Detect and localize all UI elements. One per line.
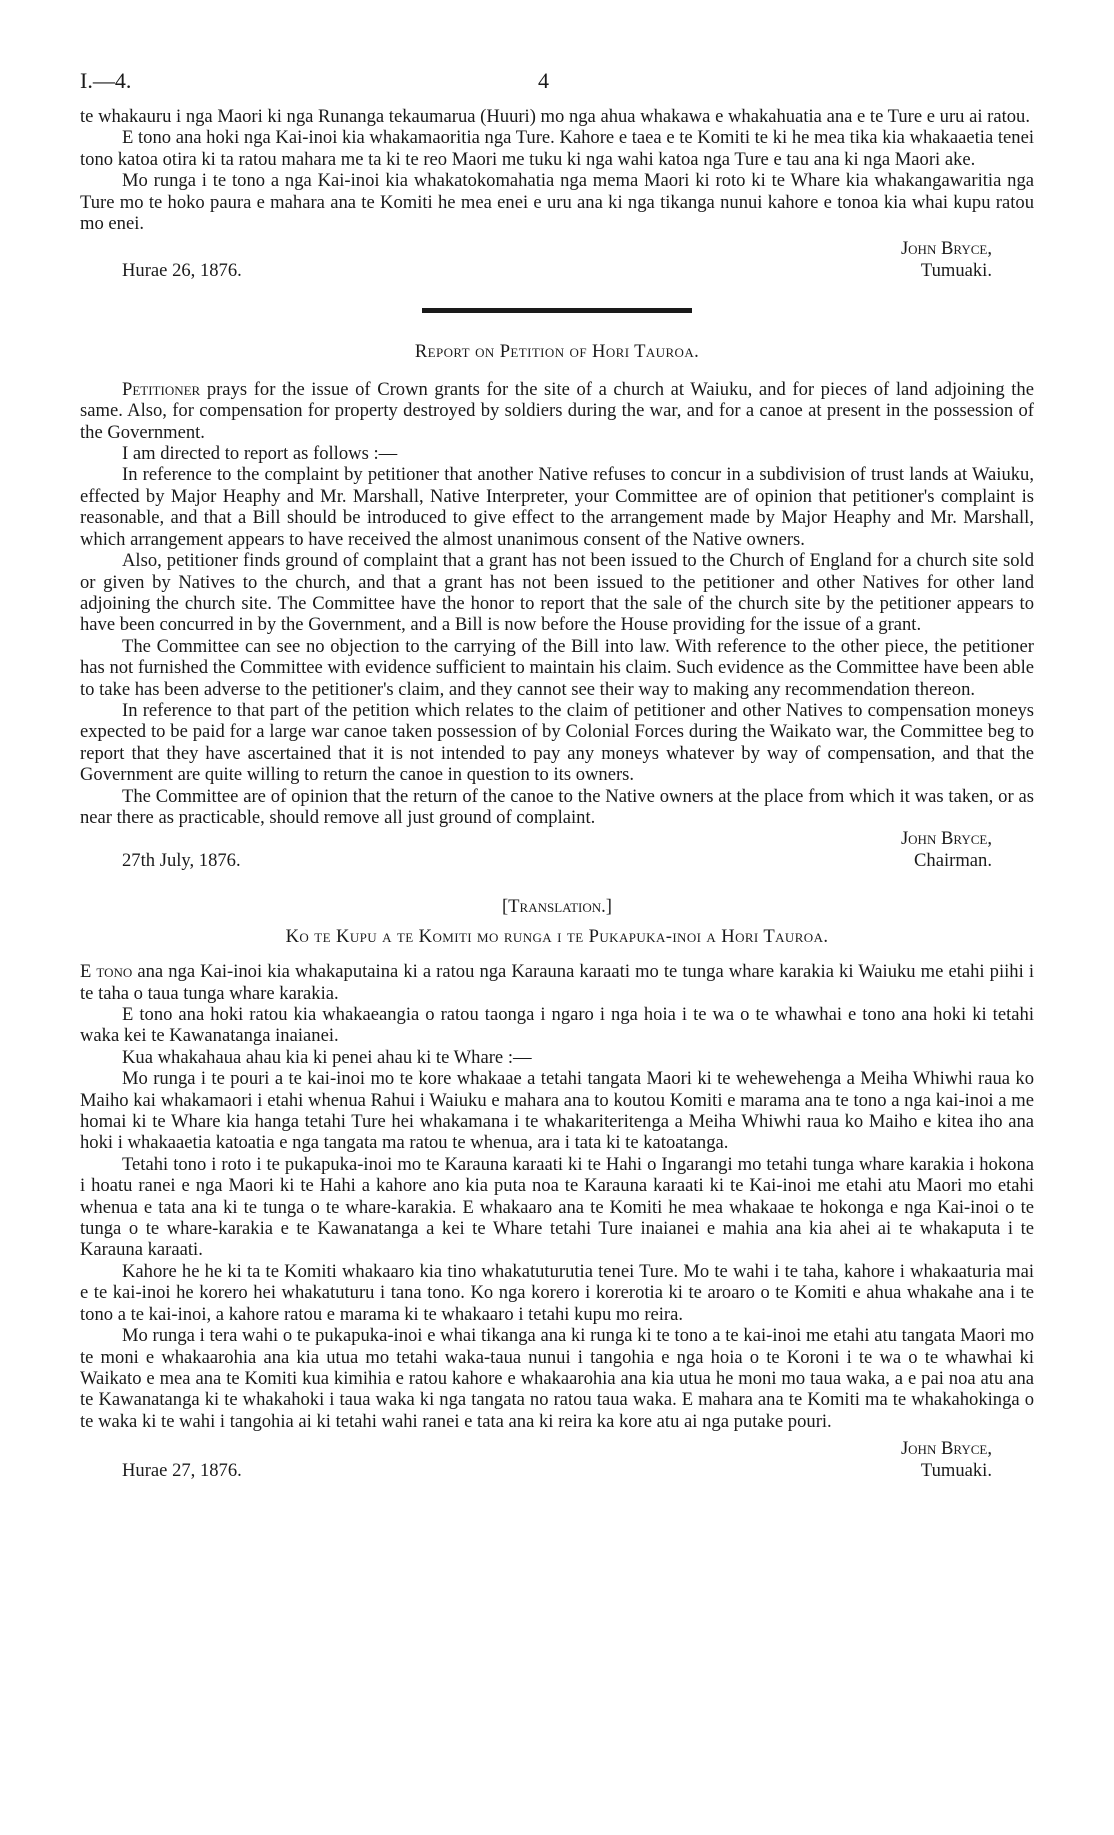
paragraph: In reference to that part of the petition which relates to the claim of petitioner and other Natives to compensation moneys expected to be paid for a large war canoe taken possession of by Colonial Forces during the Waikato war, the Committee beg to report that they have ascertained that it is not intended to pay any moneys whatever by way of compensation, and that the Government are quite willing to return the canoe in question to its owners. [80, 699, 1034, 786]
signatory-name: John Bryce, [900, 828, 992, 850]
page-number: 4 [538, 68, 549, 93]
maori-continuation-section [80, 106, 1034, 282]
signatory-role: Chairman. [914, 850, 992, 872]
paragraph: E tono ana hoki ratou kia whakaeangia o ratou taonga i ngaro i nga hoia i te wa o te whawhai e tono ana hoki ki tetahi waka kei te Kawanatanga inaianei. [80, 1004, 1034, 1047]
signature-date: Hurae 26, 1876. [122, 260, 242, 282]
signature-block [80, 238, 1034, 282]
paragraph: Mo runga i te tono a nga Kai-inoi kia whakatokomahatia nga mema Maori ki roto ki te Whare kia whakangawaritia nga Ture mo te hoko paura e mahara ana te Komiti he mea enei e uru ana ki nga tikanga nunui kahore e tonoa kia whai kupu ratou mo enei. [80, 170, 1034, 235]
translation-title: Ko te Kupu a te Komiti mo runga i te Pukapuka-inoi a Hori Tauroa. [285, 925, 829, 947]
paragraph: Kahore he he ki ta te Komiti whakaaro kia tino whakatuturutia tenei Ture. Mo te wahi i te taha, kahore i whakaaturia mai e te kai-inoi he korero hei whakatuturu i tana tono. Ko nga korero i korerotia ki te aroaro o te Komiti e ahua whakahe ana i te tono a te kai-inoi, a kahore ratou e marama ki te whakaaro i tetahi kupu mo reira. [80, 1260, 1034, 1325]
paragraph: I am directed to report as follows :— [122, 443, 398, 465]
translation-label: [Translation.] [501, 896, 612, 918]
paragraph: In reference to the complaint by petitioner that another Native refuses to concur in a subdivision of trust lands at Waiuku, effected by Major Heaphy and Mr. Marshall, Native Interpreter, your Committee are of opinion that petitioner's complaint is reasonable, and that a Bill should be introduced to give effect to the arrangement made by Major Heaphy and Mr. Marshall, which arrangement appears to have received the almost unanimous consent of the Native owners. [80, 464, 1034, 550]
lead-word: Petitioner [122, 378, 201, 400]
paragraph: Also, petitioner finds ground of complaint that a grant has not been issued to the Church of England for a church site sold or given by Natives to the church, and that a grant has not been issued to the petitioner and other Natives for other land adjoining the church site. The Committee have the honor to report that the sale of the church site by the petitioner appears to have been concurred in by the Government, and a Bill is now before the House providing for the issue of a grant. [80, 550, 1034, 636]
paragraph [80, 379, 1034, 443]
report-title: Report on Petition of Hori Tauroa. [414, 341, 700, 363]
translation-section [80, 896, 1034, 1482]
signature-block [80, 1438, 1034, 1482]
signatory-role: Tumuaki. [920, 260, 992, 282]
paper-reference: I.—4. [80, 68, 132, 93]
signature-date: Hurae 27, 1876. [122, 1460, 242, 1482]
paragraph: The Committee can see no objection to the carrying of the Bill into law. With reference to the other piece, the petitioner has not furnished the Committee with evidence sufficient to maintain his claim. Such evidence as the Committee have been able to take has been adverse to the petitioner's claim, and they cannot see their way to making any recommendation thereon. [80, 635, 1034, 700]
signature-date: 27th July, 1876. [122, 850, 241, 872]
paragraph [80, 961, 1034, 1004]
paragraph: Kua whakahaua ahau kia ki penei ahau ki te Whare :— [122, 1046, 532, 1068]
signatory-name: John Bryce, [900, 238, 992, 260]
signatory-role: Tumuaki. [920, 1460, 992, 1482]
paragraph: Tetahi tono i roto i te pukapuka-inoi mo te Karauna karaati ki te Hahi o Ingarangi mo tetahi tunga whare karakia i hokona i hoatu ranei e nga Maori ki te Hahi a kahore ano kia puta noa te Karauna karaati ki te Kai-inoi me etahi atu Maori mo etahi whenua e tata ana ki te tunga o te whare-karakia. E whakaaro ana te Komiti he mea whakaae te hokonga e nga Kai-inoi o te tunga o te whare-karakia e te Kawanatanga a kei te Whare tetahi Ture inaianei e mahia ana kia ahei ai te whakaputa i te Karauna karaati. [80, 1153, 1034, 1261]
paragraph: Mo runga i te pouri a te kai-inoi mo te kore whakaae a tetahi tangata Maori ki te wehewehenga a Meiha Whiwhi raua ko Maiho kai whakamaori i etahi whenua Rahui i Waiuku e mahara ana to koutou Komiti e marama ana te tono a nga kai-inoi a me homai ki te Whare kia hanga tetahi Ture hei whakamana i te whakariteritenga a Meiha Whiwhi raua ko Maiho e kitea iho ana hoki i whakaaetia katoatia e nga tangata ma ratou te whenua, ara i tata ki te katoatanga. [80, 1068, 1034, 1154]
signatory-name: John Bryce, [900, 1438, 992, 1460]
paragraph: The Committee are of opinion that the return of the canoe to the Native owners at the place from which it was taken, or as near there as practicable, should remove all just ground of complaint. [80, 785, 1034, 828]
page-header [80, 70, 1034, 106]
section-divider [422, 308, 692, 313]
report-section [80, 341, 1034, 872]
paragraph-text: prays for the issue of Crown grants for the site of a church at Waiuku, and for pieces of land adjoining the same. Also, for compensation for property destroyed by soldiers during the war, and for a canoe at present in the possession of the Government. [80, 378, 1034, 443]
lead-word: E tono [80, 961, 133, 983]
paragraph: E tono ana hoki nga Kai-inoi kia whakamaoritia nga Ture. Kahore e taea e te Komiti te ki he mea tika kia whakaaetia tenei tono katoa otira ki ta ratou mahara me ta ki te reo Maori me tuku ki nga wahi katoa nga Ture e tau ana ki nga Maori ake. [80, 127, 1034, 170]
paragraph: te whakauru i nga Maori ki nga Runanga tekaumarua (Huuri) mo nga ahua whakawa e whakahuatia ana e te Ture e uru ai ratou. [80, 106, 1031, 127]
paragraph: Mo runga i tera wahi o te pukapuka-inoi e whai tikanga ana ki runga ki te tono a te kai-inoi me etahi atu tangata Maori mo te moni e whakaarohia ana kia utua mo tetahi waka-taua nunui i tangohia e nga hoia o te Koroni i te wa o te whawhai ki Waikato e mea ana te Komiti kua kimihia e ratou kahore e whakaarohia ana kia utua he moni mo taua waka, a e pai noa atu ana te Kawanatanga ki te whakahoki i taua waka ki nga tangata no ratou taua waka. E mahara ana te Komiti ma te whakahokinga o te waka ki te wahi i tangohia ai ki tetahi wahi ranei e tata ana ki reira ka kore atu ai nga putake pouri. [80, 1325, 1034, 1432]
paragraph-text: ana nga Kai-inoi kia whakaputaina ki a ratou nga Karauna karaati mo te tunga whare karakia ki Waiuku me etahi piihi i te taha o taua tunga whare karakia. [80, 961, 1034, 1004]
signature-block [80, 828, 1034, 872]
